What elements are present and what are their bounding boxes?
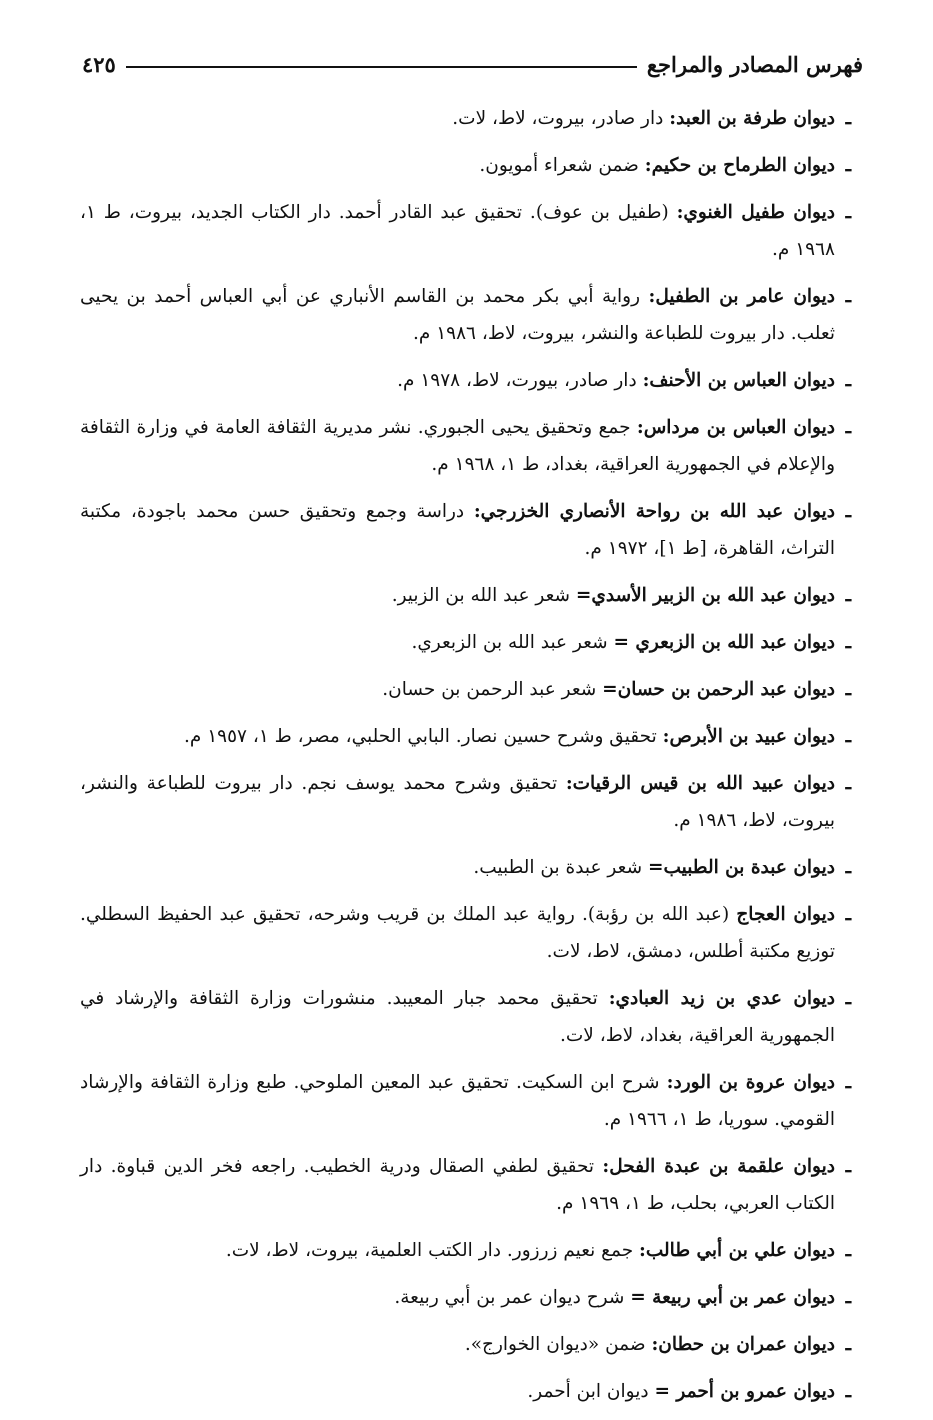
entry-title: ديوان العباس بن الأحنف: bbox=[642, 370, 835, 391]
bibliography-entry bbox=[80, 896, 851, 970]
page-header bbox=[82, 44, 863, 84]
bibliography-entry bbox=[80, 1232, 851, 1269]
entry-dash: ـ bbox=[845, 1156, 851, 1177]
bibliography-entry bbox=[80, 194, 851, 268]
entry-details: جمع وتحقيق يحيى الجبوري. نشر مديرية الثقافة العامة في وزارة الثقافة والإعلام في الجمهورية العراقية، بغداد، ط ١، ١٩٦٨ م. bbox=[80, 417, 835, 475]
entry-dash: ـ bbox=[845, 988, 851, 1009]
entry-title: ديوان عمران بن حطان: bbox=[651, 1334, 835, 1355]
bibliography-entry bbox=[80, 100, 851, 137]
entry-details: تحقيق محمد جبار المعيبد. منشورات وزارة الثقافة والإرشاد في الجمهورية العراقية، بغداد، لاط، لات. bbox=[80, 988, 835, 1046]
bibliography-entry bbox=[80, 1279, 851, 1316]
entry-dash: ـ bbox=[845, 1240, 851, 1261]
entry-details: (طفيل بن عوف). تحقيق عبد القادر أحمد. دار الكتاب الجديد، بيروت، ط ١، ١٩٦٨ م. bbox=[80, 202, 835, 260]
bibliography-entry bbox=[80, 1373, 851, 1410]
entry-details: (عبد الله بن رؤبة). رواية عبد الملك بن قريب وشرحه، تحقيق عبد الحفيظ السطلي. توزيع مكتبة أطلس، دمشق، لاط، لات. bbox=[80, 904, 835, 962]
entry-details: تحقيق لطفي الصقال ودرية الخطيب. راجعه فخر الدين قباوة. دار الكتاب العربي، بحلب، ط ١، ١٩٦٩ م. bbox=[80, 1156, 835, 1214]
entry-title: ديوان علقمة بن عبدة الفحل: bbox=[602, 1156, 835, 1177]
entry-details: تحقيق وشرح محمد يوسف نجم. دار بيروت للطباعة والنشر، بيروت، لاط، ١٩٨٦ م. bbox=[80, 773, 835, 831]
entry-dash: ـ bbox=[845, 202, 851, 223]
entry-title: ديوان عامر بن الطفيل: bbox=[648, 286, 835, 307]
entry-details: جمع نعيم زرزور. دار الكتب العلمية، بيروت، لاط، لات. bbox=[225, 1240, 640, 1261]
entry-details: دار صادر، بيورت، لاط، ١٩٧٨ م. bbox=[397, 370, 643, 391]
bibliography-entry bbox=[80, 278, 851, 352]
entry-dash: ـ bbox=[845, 1287, 851, 1308]
header-rule bbox=[126, 66, 637, 68]
entry-title: ديوان عبد الرحمن بن حسان= bbox=[602, 679, 835, 700]
entry-title: ديوان العجاج bbox=[736, 904, 836, 925]
entry-dash: ـ bbox=[845, 632, 851, 653]
entry-dash: ـ bbox=[845, 370, 851, 391]
entry-dash: ـ bbox=[845, 417, 851, 438]
entry-details: ديوان ابن أحمر. bbox=[527, 1381, 655, 1402]
entry-dash: ـ bbox=[845, 501, 851, 522]
entry-details: رواية أبي بكر محمد بن القاسم الأنباري عن أبي العباس أحمد بن يحيى ثعلب. دار بيروت للطباعة والنشر، بيروت، لاط، ١٩٨٦ م. bbox=[80, 286, 835, 344]
entry-title: ديوان عبيد بن الأبرص: bbox=[662, 726, 835, 747]
bibliography-entry bbox=[80, 718, 851, 755]
entry-title: ديوان طرفة بن العبد: bbox=[669, 108, 835, 129]
entry-details: دراسة وجمع وتحقيق حسن محمد باجودة، مكتبة التراث، القاهرة، [ط ١]، ١٩٧٢ م. bbox=[80, 501, 835, 559]
bibliography-entry bbox=[80, 1326, 851, 1363]
entry-dash: ـ bbox=[845, 155, 851, 176]
bibliography-entry bbox=[80, 577, 851, 614]
entry-title: ديوان عبيد الله بن قيس الرقيات: bbox=[565, 773, 835, 794]
entry-title: ديوان عبد الله بن الزبير الأسدي= bbox=[575, 585, 835, 606]
entry-title: ديوان علي بن أبي طالب: bbox=[639, 1240, 835, 1261]
entry-details: ضمن «ديوان الخوارج». bbox=[464, 1334, 652, 1355]
entry-details: شعر عبد الله بن الزبعري. bbox=[411, 632, 614, 653]
bibliography-entry bbox=[80, 624, 851, 661]
entry-title: ديوان عمرو بن أحمر = bbox=[654, 1381, 835, 1402]
entry-dash: ـ bbox=[845, 679, 851, 700]
entry-title: ديوان العباس بن مرداس: bbox=[636, 417, 835, 438]
bibliography-entry bbox=[80, 362, 851, 399]
entry-title: ديوان عدي بن زيد العبادي: bbox=[608, 988, 835, 1009]
bibliography-list bbox=[80, 100, 851, 1420]
entry-details: شعر عبدة بن الطبيب. bbox=[473, 857, 648, 878]
entry-dash: ـ bbox=[845, 1381, 851, 1402]
entry-details: شعر عبد الرحمن بن حسان. bbox=[382, 679, 603, 700]
entry-details: شرح ديوان عمر بن أبي ربيعة. bbox=[394, 1287, 631, 1308]
entry-details: شرح ابن السكيت. تحقيق عبد المعين الملوحي. طبع وزارة الثقافة والإرشاد القومي. سوريا، ط ١، ١٩٦٦ م. bbox=[80, 1072, 835, 1130]
entry-details: تحقيق وشرح حسين نصار. البابي الحلبي، مصر، ط ١، ١٩٥٧ م. bbox=[184, 726, 663, 747]
running-title: فهرس المصادر والمراجع bbox=[646, 51, 863, 77]
bibliography-entry bbox=[80, 409, 851, 483]
entry-title: ديوان عبد الله بن رواحة الأنصاري الخزرجي: bbox=[473, 501, 836, 522]
entry-details: شعر عبد الله بن الزبير. bbox=[391, 585, 576, 606]
entry-dash: ـ bbox=[845, 286, 851, 307]
bibliography-entry bbox=[80, 671, 851, 708]
bibliography-entry bbox=[80, 1064, 851, 1138]
entry-dash: ـ bbox=[845, 108, 851, 129]
entry-details: دار صادر، بيروت، لاط، لات. bbox=[452, 108, 670, 129]
entry-details: ضمن شعراء أمويون. bbox=[479, 155, 645, 176]
entry-dash: ـ bbox=[845, 1072, 851, 1093]
entry-dash: ـ bbox=[845, 857, 851, 878]
bibliography-entry bbox=[80, 1148, 851, 1222]
bibliography-entry bbox=[80, 147, 851, 184]
entry-dash: ـ bbox=[845, 773, 851, 794]
entry-title: ديوان عمر بن أبي ربيعة = bbox=[630, 1287, 835, 1308]
entry-title: ديوان الطرماح بن حكيم: bbox=[644, 155, 835, 176]
entry-dash: ـ bbox=[845, 726, 851, 747]
entry-title: ديوان طفيل الغنوي: bbox=[676, 202, 835, 223]
entry-dash: ـ bbox=[845, 1334, 851, 1355]
entry-dash: ـ bbox=[845, 585, 851, 606]
entry-dash: ـ bbox=[845, 904, 851, 925]
bibliography-entry bbox=[80, 980, 851, 1054]
entry-title: ديوان عبد الله بن الزبعري = bbox=[613, 632, 835, 653]
entry-title: ديوان عروة بن الورد: bbox=[666, 1072, 835, 1093]
bibliography-entry bbox=[80, 849, 851, 886]
bibliography-entry bbox=[80, 493, 851, 567]
bibliography-entry bbox=[80, 765, 851, 839]
entry-title: ديوان عبدة بن الطبيب= bbox=[647, 857, 835, 878]
page-number: ٤٢٥ bbox=[82, 51, 116, 77]
